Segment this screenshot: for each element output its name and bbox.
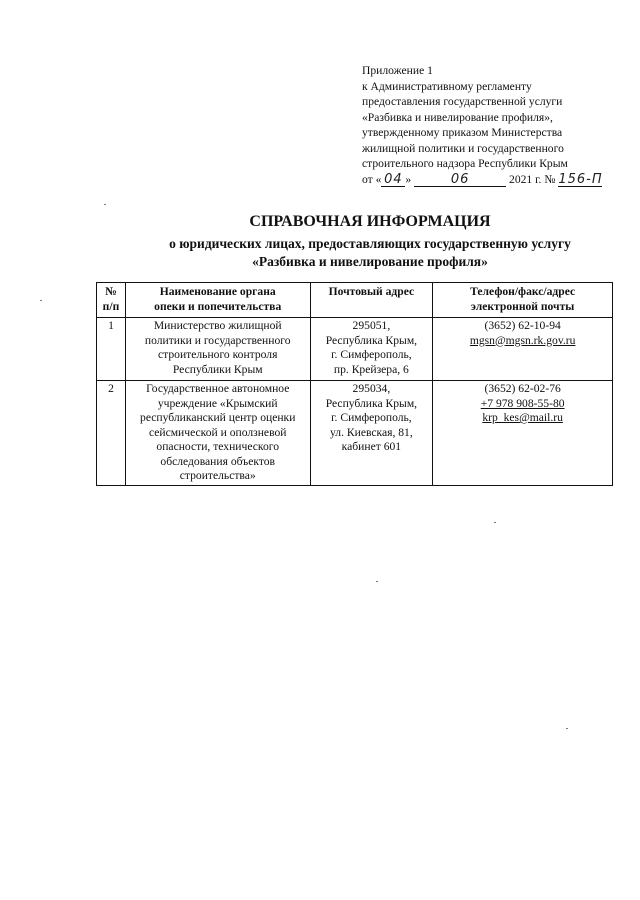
cell-text: г. Симферополь, [331,411,412,424]
appendix-line: к Административному регламенту [362,79,532,93]
cell-organization [125,318,310,381]
cell-text: Министерство жилищной [153,319,282,332]
header-text: электронной почты [470,299,575,313]
handwritten-day: 04 [381,173,405,187]
scan-speck [494,522,496,523]
cell-text: опасности, технического [156,440,279,453]
cell-contacts [433,381,613,486]
cell-text: политики и государственного [144,333,291,347]
table-row [97,318,613,381]
header-address [310,283,433,318]
header-text: № [105,285,117,298]
header-text: Наименование органа [159,285,276,298]
cell-text: 295051, [352,319,391,332]
cell-contacts [433,318,613,381]
appendix-line: предоставления государственной услуги [362,95,563,108]
table-header-row [97,283,613,318]
header-text: Телефон/факс/адрес [470,285,576,298]
cell-text: обследования объектов [160,454,276,468]
cell-text: учреждение «Крымский [157,396,278,410]
cell-text: Республики Крым [172,362,263,376]
header-contacts [433,283,613,318]
document-title: СПРАВОЧНАЯ ИНФОРМАЦИЯ [249,213,491,230]
table-row [97,381,613,486]
year-number-label: 2021 г. № [509,172,556,186]
cell-text: Государственное автономное [146,382,290,395]
cell-address [310,318,433,381]
cell-text: строительного контроля [158,348,278,361]
cell-text: республиканский центр оценки [140,411,296,424]
cell-text: пр. Крейзера, 6 [333,362,409,376]
header-number [97,283,126,318]
header-text: п/п [102,299,120,313]
phone-text: (3652) 62-02-76 [484,382,561,395]
order-date-line [362,172,632,188]
document-subtitle-line-1: о юридических лицах, предоставляющих государственную услугу [169,236,571,251]
cell-number: 2 [97,381,126,486]
appendix-line: строительного надзора Республики Крым [362,157,568,170]
email-link[interactable]: mgsn@mgsn.rk.gov.ru [469,333,576,347]
cell-number: 1 [97,318,126,381]
cell-text: 295034, [352,382,391,395]
header-text: опеки и попечительства [154,299,282,313]
cell-text: строительства» [179,469,256,482]
appendix-line: жилищной политики и государственного [362,141,564,155]
date-mid: » [405,172,412,186]
handwritten-order-number: 156-П [558,171,603,187]
email-link[interactable]: krp_kes@mail.ru [482,411,563,424]
cell-address [310,381,433,486]
appendix-line: Приложение 1 [362,64,433,77]
cell-organization [125,381,310,486]
header-organization [125,283,310,318]
cell-text: сейсмической и оползневой [148,425,287,439]
cell-text: Республика Крым, [325,396,418,410]
cell-text: ул. Киевская, 81, [330,425,413,439]
document-subtitle-line-2: «Разбивка и нивелирование профиля» [252,254,488,269]
appendix-line: утвержденному приказом Министерства [362,126,563,139]
scan-speck [104,204,106,205]
handwritten-month: 06 [414,173,506,187]
phone-text: (3652) 62-10-94 [484,319,561,332]
cell-text: Республика Крым, [325,333,418,347]
scan-speck [40,300,42,301]
header-text: Почтовый адрес [328,285,415,298]
phone-link[interactable]: +7 978 908-55-80 [480,396,565,410]
scan-speck [566,728,568,729]
cell-text: г. Симферополь, [331,348,412,361]
appendix-line: «Разбивка и нивелирование профиля», [362,110,553,124]
cell-text: кабинет 601 [341,440,402,453]
appendix-block [362,63,632,187]
organizations-table [96,282,613,486]
scan-speck [376,581,378,582]
date-prefix: от « [362,172,382,186]
